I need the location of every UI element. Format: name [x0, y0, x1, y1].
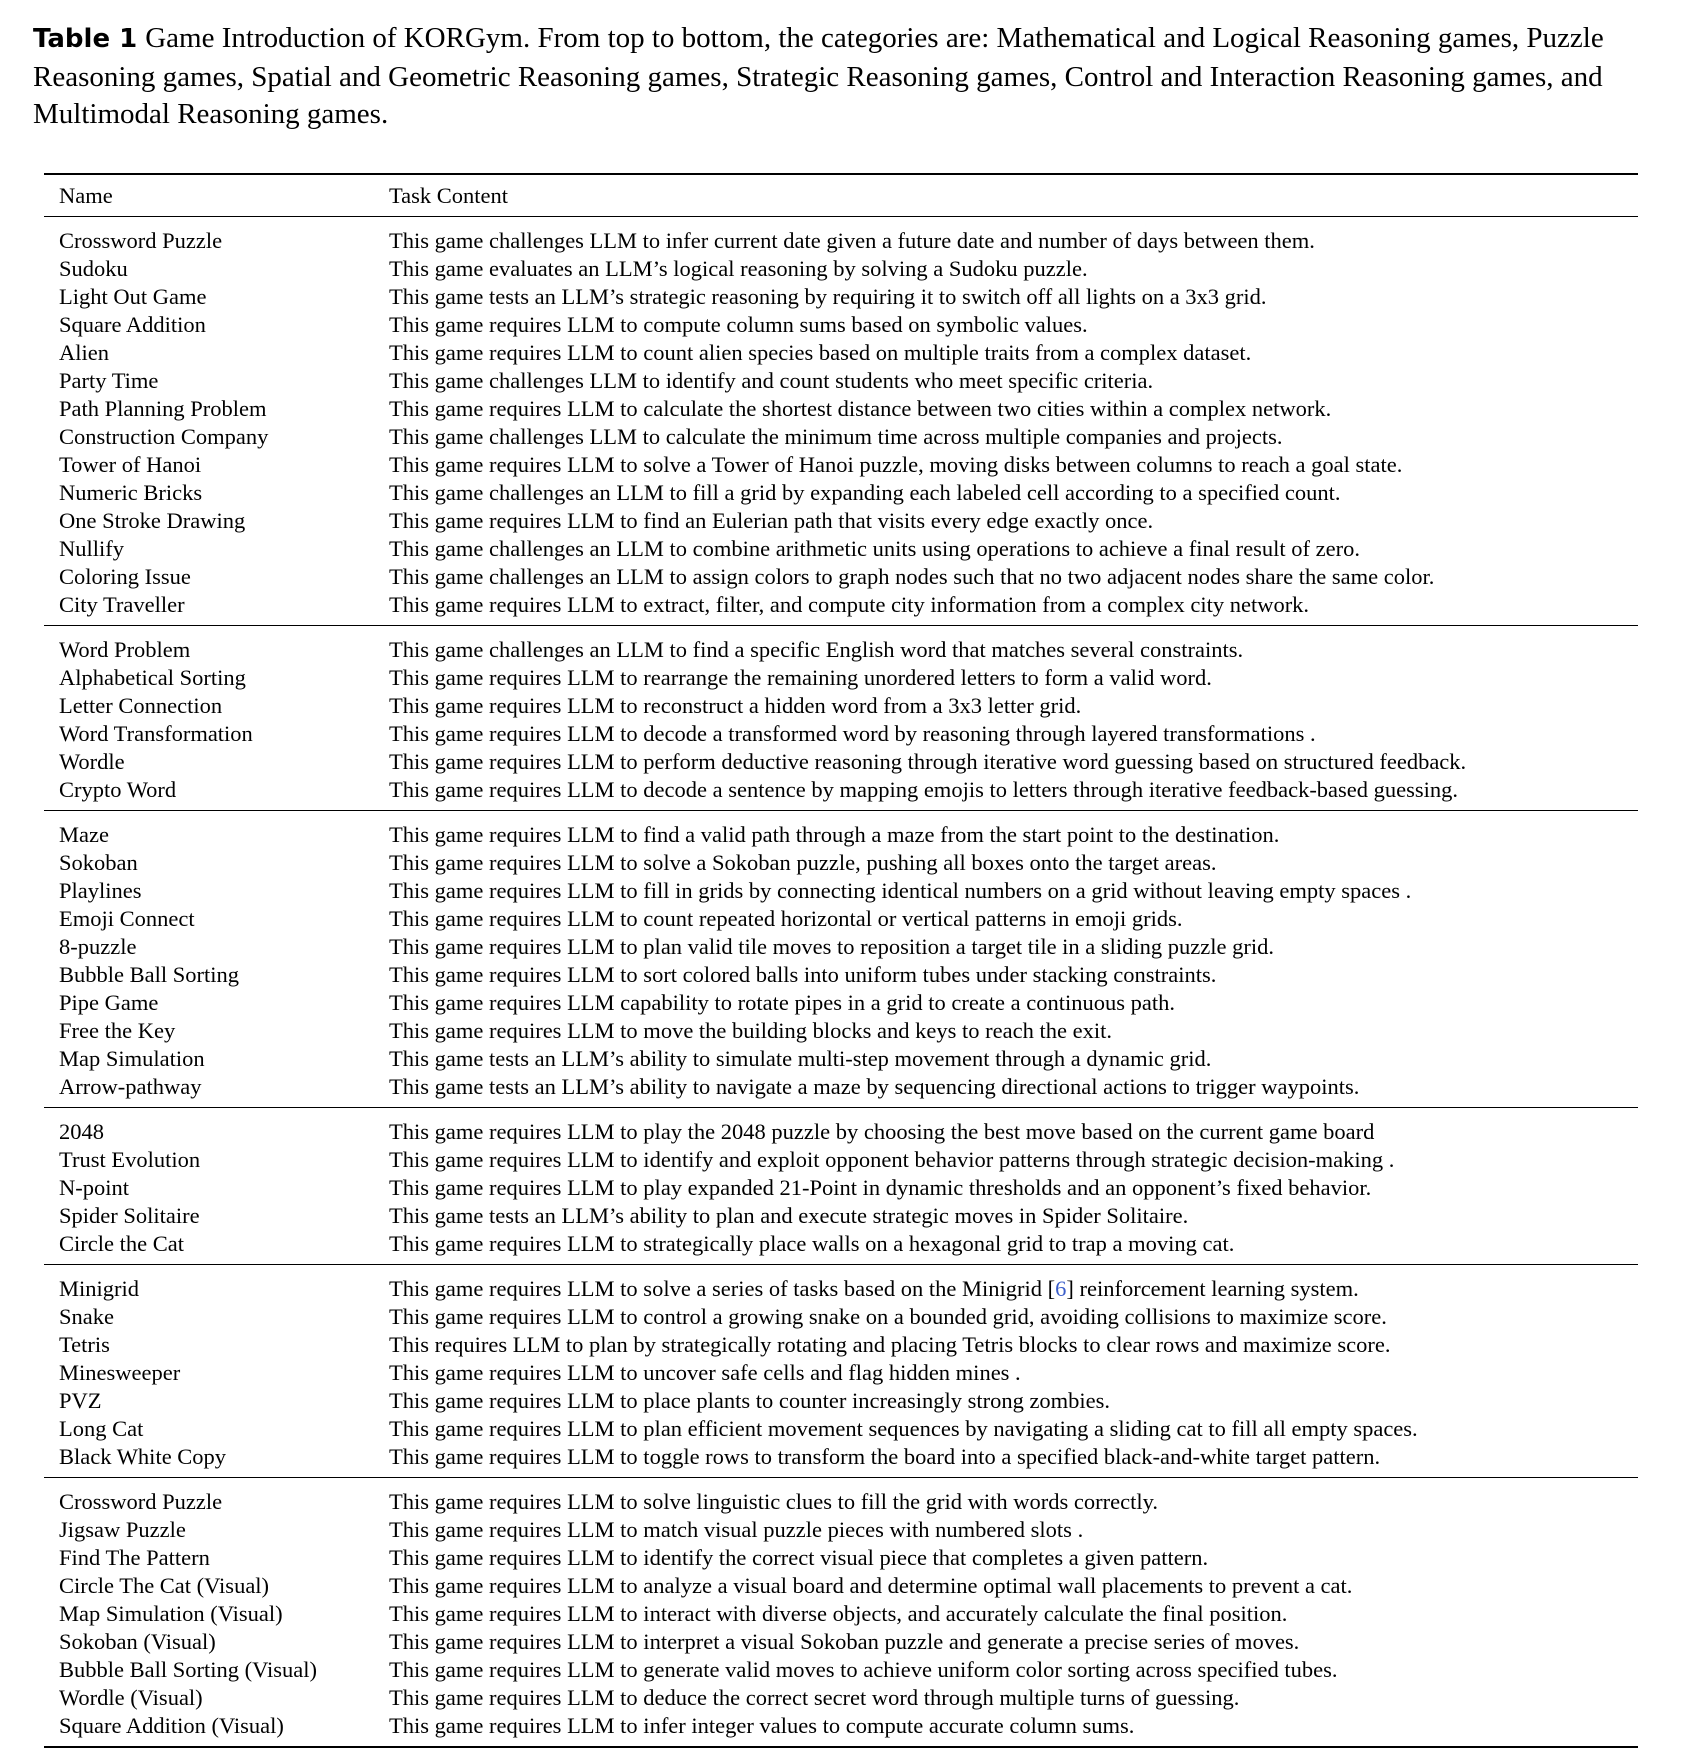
table-row: [44, 849, 1638, 877]
game-name-cell: Square Addition: [59, 312, 206, 337]
task-content-cell: This game requires LLM to calculate the shortest distance between two cities within a complex network.: [389, 396, 1332, 421]
table-row: [44, 961, 1638, 989]
game-name-cell: Letter Connection: [59, 693, 223, 718]
game-name-cell: Nullify: [59, 536, 124, 561]
table-row: [44, 748, 1638, 776]
task-content-cell: This game requires LLM to solve a Tower of Hanoi puzzle, moving disks between columns to reach a goal state.: [389, 452, 1403, 477]
table-row: [44, 905, 1638, 933]
game-name-cell: One Stroke Drawing: [59, 508, 246, 533]
task-content-cell: This game evaluates an LLM’s logical reasoning by solving a Sudoku puzzle.: [389, 256, 1088, 281]
task-content-cell: This game requires LLM to solve a Sokoban puzzle, pushing all boxes onto the target areas.: [389, 850, 1217, 875]
game-name-cell: Arrow-pathway: [59, 1074, 202, 1099]
game-name-cell: Bubble Ball Sorting: [59, 962, 239, 987]
task-content-cell: This game tests an LLM’s ability to navigate a maze by sequencing directional actions to trigger waypoints.: [389, 1074, 1360, 1099]
game-name-cell: PVZ: [59, 1388, 102, 1413]
task-content-cell: This game requires LLM to count repeated horizontal or vertical patterns in emoji grids.: [389, 906, 1183, 931]
task-content-cell: This game challenges LLM to infer current date given a future date and number of days between them.: [389, 228, 1315, 253]
game-name-cell: Sudoku: [59, 256, 128, 281]
task-content-cell: This game requires LLM to analyze a visual board and determine optimal wall placements to prevent a cat.: [389, 1573, 1353, 1598]
table-row: [44, 255, 1638, 283]
task-content-cell: This game requires LLM to uncover safe cells and flag hidden mines .: [389, 1360, 1021, 1385]
game-name-cell: Maze: [59, 822, 109, 847]
game-name-cell: Tetris: [59, 1332, 110, 1357]
task-content-cell: This game requires LLM to reconstruct a hidden word from a 3x3 letter grid.: [389, 693, 1082, 718]
task-content-cell: This game requires LLM to solve linguistic clues to fill the grid with words correctly.: [389, 1489, 1158, 1514]
task-content-cell: This game tests an LLM’s strategic reasoning by requiring it to switch off all lights on a 3x3 grid.: [389, 284, 1267, 309]
game-name-cell: Minigrid: [59, 1276, 140, 1301]
game-name-cell: Map Simulation (Visual): [59, 1601, 283, 1626]
game-name-cell: Black White Copy: [59, 1444, 227, 1469]
task-content-cell: This game requires LLM to sort colored balls into uniform tubes under stacking constraints.: [389, 962, 1217, 987]
game-name-cell: Crypto Word: [59, 777, 177, 802]
table-group: [44, 1265, 1638, 1478]
task-content-cell: This game requires LLM to infer integer values to compute accurate column sums.: [389, 1713, 1135, 1738]
game-name-cell: Word Problem: [59, 637, 191, 662]
task-content-cell: This game challenges an LLM to combine arithmetic units using operations to achieve a final result of zero.: [389, 536, 1360, 561]
task-content-cell: This requires LLM to plan by strategically rotating and placing Tetris blocks to clear rows and maximize score.: [389, 1332, 1391, 1357]
table-row: [44, 1045, 1638, 1073]
task-content-cell: This game challenges an LLM to find a specific English word that matches several constraints.: [389, 637, 1244, 662]
game-name-cell: Playlines: [59, 878, 142, 903]
task-content-cell: This game requires LLM to match visual puzzle pieces with numbered slots .: [389, 1517, 1084, 1542]
table-row: [44, 1478, 1638, 1517]
task-content-cell: This game requires LLM to count alien species based on multiple traits from a complex dataset.: [389, 340, 1252, 365]
game-name-cell: Jigsaw Puzzle: [59, 1517, 186, 1542]
task-content-cell: This game challenges an LLM to fill a grid by expanding each labeled cell according to a specified count.: [389, 480, 1341, 505]
table-row: [44, 692, 1638, 720]
game-name-cell: Construction Company: [59, 424, 269, 449]
task-content-cell: This game requires LLM to deduce the correct secret word through multiple turns of guessing.: [389, 1685, 1240, 1710]
game-name-cell: Party Time: [59, 368, 159, 393]
table-row: [44, 1712, 1638, 1747]
game-name-cell: Alphabetical Sorting: [59, 665, 246, 690]
game-name-cell: Circle the Cat: [59, 1231, 184, 1256]
task-content-cell: This game requires LLM to generate valid moves to achieve uniform color sorting across specified tubes.: [389, 1657, 1338, 1682]
table-row: [44, 877, 1638, 905]
task-content-cell: This game requires LLM to control a growing snake on a bounded grid, avoiding collisions to maximize score.: [389, 1304, 1387, 1329]
caption-text: Game Introduction of KORGym. From top to bottom, the categories are: Mathematical and Logical Reasoning games, Puzzle Reasoning games, Spatial and Geometric Reasoning games, Strategic Reasoning games, Control and Interaction Reasoning games, and Multimodal Reasoning games.: [33, 22, 1604, 130]
task-content-cell: This game requires LLM to plan valid tile moves to reposition a target tile in a sliding puzzle grid.: [389, 934, 1275, 959]
task-content-cell: This game requires LLM to decode a transformed word by reasoning through layered transformations .: [389, 721, 1316, 746]
table-row: [44, 1516, 1638, 1544]
table-row: [44, 664, 1638, 692]
game-name-cell: 8-puzzle: [59, 934, 137, 959]
table-group: [44, 217, 1638, 626]
citation-link[interactable]: 6: [1055, 1276, 1067, 1301]
task-content-cell: This game requires LLM to move the building blocks and keys to reach the exit.: [389, 1018, 1112, 1043]
table-row: [44, 626, 1638, 665]
task-content-cell: This game requires LLM capability to rotate pipes in a grid to create a continuous path.: [389, 990, 1176, 1015]
table-row: [44, 1359, 1638, 1387]
task-content-cell: This game requires LLM to play expanded 21-Point in dynamic thresholds and an opponent’s fixed behavior.: [389, 1175, 1372, 1200]
game-name-cell: Circle The Cat (Visual): [59, 1573, 270, 1598]
game-name-cell: Light Out Game: [59, 284, 207, 309]
game-name-cell: Path Planning Problem: [59, 396, 267, 421]
task-content-cell: This game requires LLM to compute column sums based on symbolic values.: [389, 312, 1088, 337]
header-name: Name: [44, 174, 389, 217]
task-content-cell: This game requires LLM to play the 2048 puzzle by choosing the best move based on the current game board: [389, 1119, 1375, 1144]
table-caption: [33, 20, 1665, 134]
task-content-cell: This game requires LLM to fill in grids by connecting identical numbers on a grid without leaving empty spaces .: [389, 878, 1412, 903]
game-name-cell: 2048: [59, 1119, 104, 1144]
table-row: [44, 591, 1638, 626]
task-content-cell: This game requires LLM to extract, filter, and compute city information from a complex city network.: [389, 592, 1310, 617]
game-name-cell: Map Simulation: [59, 1046, 205, 1071]
task-text-after-citation: ] reinforcement learning system.: [1066, 1276, 1359, 1301]
game-name-cell: Coloring Issue: [59, 564, 191, 589]
table-row: [44, 933, 1638, 961]
game-name-cell: Sokoban (Visual): [59, 1629, 216, 1654]
task-content-cell: This game requires LLM to identify and exploit opponent behavior patterns through strategic decision-making .: [389, 1147, 1395, 1172]
table-row: [44, 217, 1638, 256]
table-row: [44, 1600, 1638, 1628]
game-name-cell: Square Addition (Visual): [59, 1713, 284, 1738]
table-row: [44, 811, 1638, 850]
task-content-cell: This game requires LLM to interpret a visual Sokoban puzzle and generate a precise series of moves.: [389, 1629, 1300, 1654]
table-row: [44, 720, 1638, 748]
table-row: [44, 1017, 1638, 1045]
task-content-cell: This game challenges LLM to calculate the minimum time across multiple companies and projects.: [389, 424, 1283, 449]
task-content-cell: This game challenges an LLM to assign colors to graph nodes such that no two adjacent nodes share the same color.: [389, 564, 1435, 589]
table-row: [44, 423, 1638, 451]
game-name-cell: Wordle (Visual): [59, 1685, 203, 1710]
table-row: [44, 451, 1638, 479]
table-row: [44, 1387, 1638, 1415]
game-name-cell: Wordle: [59, 749, 125, 774]
game-name-cell: Find The Pattern: [59, 1545, 210, 1570]
task-content-cell: This game tests an LLM’s ability to plan and execute strategic moves in Spider Solitaire.: [389, 1203, 1189, 1228]
task-content-cell: [389, 1265, 1638, 1304]
task-content-cell: This game requires LLM to interact with diverse objects, and accurately calculate the final position.: [389, 1601, 1288, 1626]
task-content-cell: This game requires LLM to perform deductive reasoning through iterative word guessing based on structured feedback.: [389, 749, 1467, 774]
table-row: [44, 1331, 1638, 1359]
task-content-cell: This game requires LLM to plan efficient movement sequences by navigating a sliding cat to fill all empty spaces.: [389, 1416, 1418, 1441]
table-label: Table 1: [33, 24, 138, 54]
task-content-cell: This game requires LLM to strategically place walls on a hexagonal grid to trap a moving cat.: [389, 1231, 1235, 1256]
table-row: [44, 1572, 1638, 1600]
task-content-cell: This game requires LLM to find a valid path through a maze from the start point to the destination.: [389, 822, 1280, 847]
table-row: [44, 1684, 1638, 1712]
table-row: [44, 507, 1638, 535]
game-name-cell: Snake: [59, 1304, 114, 1329]
header-task-content: Task Content: [389, 174, 1638, 217]
game-name-cell: Tower of Hanoi: [59, 452, 202, 477]
game-name-cell: Crossword Puzzle: [59, 228, 223, 253]
game-name-cell: Emoji Connect: [59, 906, 195, 931]
task-content-cell: This game challenges LLM to identify and count students who meet specific criteria.: [389, 368, 1154, 393]
game-name-cell: Long Cat: [59, 1416, 144, 1441]
game-name-cell: Minesweeper: [59, 1360, 181, 1385]
task-content-cell: This game requires LLM to identify the correct visual piece that completes a given pattern.: [389, 1545, 1209, 1570]
table-header: [44, 174, 1638, 217]
table-group: [44, 1478, 1638, 1748]
table-row: [44, 311, 1638, 339]
game-name-cell: Bubble Ball Sorting (Visual): [59, 1657, 318, 1682]
game-name-cell: N-point: [59, 1175, 129, 1200]
game-table: [44, 173, 1638, 1748]
table-row: [44, 1544, 1638, 1572]
game-name-cell: Word Transformation: [59, 721, 253, 746]
table-row: [44, 989, 1638, 1017]
game-name-cell: Crossword Puzzle: [59, 1489, 223, 1514]
task-content-cell: This game requires LLM to rearrange the remaining unordered letters to form a valid word.: [389, 665, 1212, 690]
game-name-cell: Sokoban: [59, 850, 138, 875]
table-row: [44, 1443, 1638, 1478]
table-row: [44, 535, 1638, 563]
table-row: [44, 339, 1638, 367]
table-row: [44, 1656, 1638, 1684]
table-row: [44, 1108, 1638, 1147]
table-group: [44, 811, 1638, 1108]
task-text-before-citation: This game requires LLM to solve a series of tasks based on the Minigrid [: [389, 1276, 1056, 1301]
table-row: [44, 563, 1638, 591]
table-row: [44, 1146, 1638, 1174]
table-row: [44, 1415, 1638, 1443]
game-name-cell: Trust Evolution: [59, 1147, 201, 1172]
game-name-cell: Numeric Bricks: [59, 480, 203, 505]
table-row: [44, 479, 1638, 507]
header-row: [44, 174, 1638, 217]
table-row: [44, 1628, 1638, 1656]
task-content-cell: This game requires LLM to decode a sentence by mapping emojis to letters through iterative feedback-based guessing.: [389, 777, 1459, 802]
game-name-cell: City Traveller: [59, 592, 185, 617]
table-row: [44, 1174, 1638, 1202]
table-group: [44, 1108, 1638, 1265]
table-row: [44, 1073, 1638, 1108]
table-row: [44, 1230, 1638, 1265]
table-row: [44, 367, 1638, 395]
game-name-cell: Free the Key: [59, 1018, 176, 1043]
task-content-cell: This game requires LLM to find an Eulerian path that visits every edge exactly once.: [389, 508, 1154, 533]
game-name-cell: Pipe Game: [59, 990, 159, 1015]
table-row: [44, 283, 1638, 311]
table-row: [44, 1202, 1638, 1230]
task-content-cell: This game tests an LLM’s ability to simulate multi-step movement through a dynamic grid.: [389, 1046, 1212, 1071]
game-name-cell: Alien: [59, 340, 109, 365]
table-row: [44, 1303, 1638, 1331]
table-row: [44, 395, 1638, 423]
table-row: [44, 1265, 1638, 1304]
task-content-cell: This game requires LLM to place plants to counter increasingly strong zombies.: [389, 1388, 1111, 1413]
game-name-cell: Spider Solitaire: [59, 1203, 200, 1228]
task-content-cell: This game requires LLM to toggle rows to transform the board into a specified black-and-white target pattern.: [389, 1444, 1381, 1469]
table-group: [44, 626, 1638, 811]
table-row: [44, 776, 1638, 811]
